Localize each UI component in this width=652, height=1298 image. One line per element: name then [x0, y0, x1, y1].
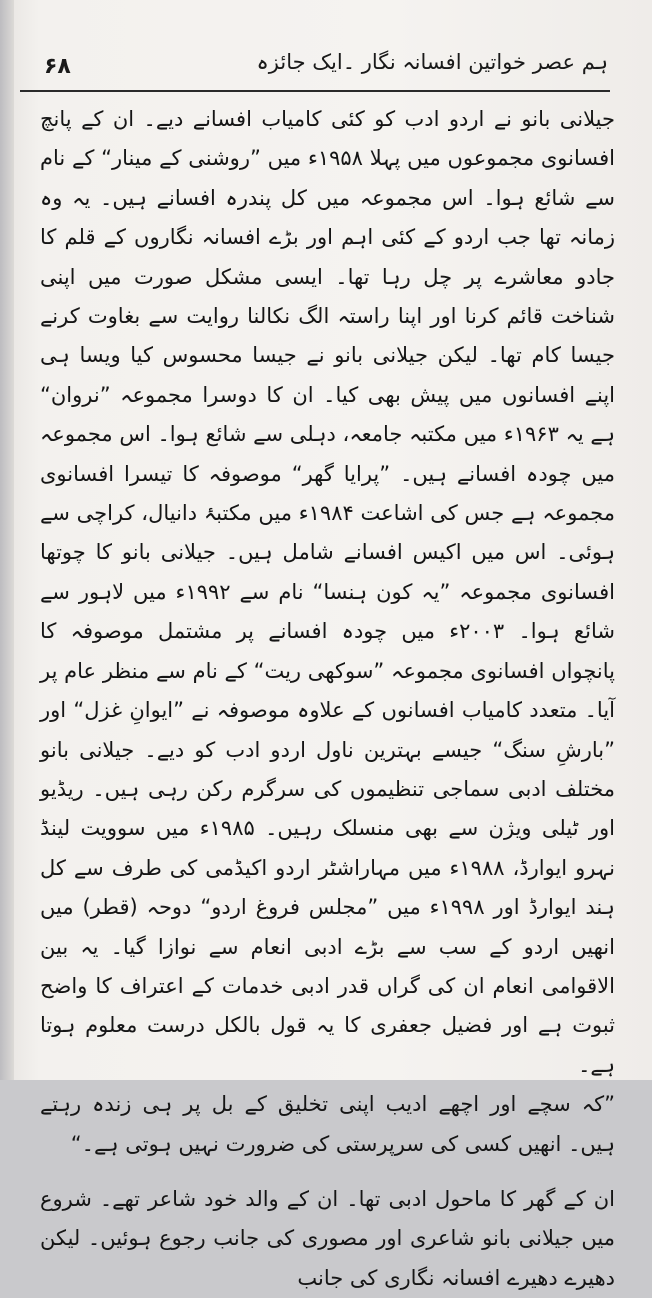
paragraph-gap	[40, 1164, 615, 1180]
body-text	[40, 100, 615, 1298]
header-title: ہم عصر خواتین افسانہ نگار ۔ایک جائزہ	[256, 50, 608, 74]
paragraph-quote: ”کہ سچے اور اچھے ادیب اپنی تخلیق کے بل پر ہی زندہ رہتے ہیں۔ انھیں کسی کی سرپرستی کی ضرورت نہیں ہوتی ہے۔“	[40, 1092, 615, 1156]
paragraph-main: جیلانی بانو نے اردو ادب کو کئی کامیاب افسانے دیے۔ ان کے پانچ افسانوی مجموعوں میں پہلا ۱۹۵۸ء میں ”روشنی کے مینار“ کے نام سے شائع ہوا۔ اس مجموعہ میں کل پندرہ افسانے ہیں۔ یہ وہ زمانہ تھا جب اردو کے کئی اہم اور بڑے افسانہ نگاروں کے قلم کا جادو معاشرے پر چل رہا تھا۔ ایسی مشکل صورت میں اپنی شناخت قائم کرنا اور اپنا راستہ الگ نکالنا روایت سے بغاوت کرنے جیسا کام تھا۔ لیکن جیلانی بانو نے جیسا محسوس کیا ویسا ہی اپنے افسانوں میں پیش بھی کیا۔ ان کا دوسرا مجموعہ ”نروان“ ہے یہ ۱۹۶۳ء میں مکتبہ جامعہ، دہلی سے شائع ہوا۔ اس مجموعہ میں چودہ افسانے ہیں۔ ”پرایا گھر“ موصوفہ کا تیسرا افسانوی مجموعہ ہے جس کی اشاعت ۱۹۸۴ء میں مکتبۂ دانیال، کراچی سے ہوئی۔ اس میں اکیس افسانے شامل ہیں۔ جیلانی بانو کا چوتھا افسانوی مجموعہ ”یہ کون ہنسا“ نام سے ۱۹۹۲ء میں لاہور سے شائع ہوا۔ ۲۰۰۳ء میں چودہ افسانے پر مشتمل موصوفہ کا پانچواں افسانوی مجموعہ ”سوکھی ریت“ کے نام سے منظر عام پر آیا۔ متعدد کامیاب افسانوں کے علاوہ موصوفہ نے ”ایوانِ غزل“ اور ”بارشِ سنگ“ جیسے بہترین ناول اردو ادب کو دیے۔ جیلانی بانو مختلف ادبی سماجی تنظیموں کی سرگرم رکن رہی ہیں۔ ریڈیو اور ٹیلی ویژن سے بھی منسلک رہیں۔ ۱۹۸۵ء میں سوویت لینڈ نہرو ایوارڈ، ۱۹۸۸ء میں مہاراشٹر اردو اکیڈمی کی طرف سے کل ہند ایوارڈ اور ۱۹۹۸ء میں ”مجلس فروغ اردو“ دوحہ (قطر) میں انھیں اردو کے سب سے بڑے ادبی انعام سے نوازا گیا۔ یہ بین الاقوامی انعام ان کی گراں قدر ادبی خدمات کے اعتراف کا واضح ثبوت ہے اور فضیل جعفری کا یہ قول بالکل درست معلوم ہوتا ہے۔	[40, 107, 616, 1077]
header-rule	[20, 90, 610, 92]
paragraph-family: ان کے گھر کا ماحول ادبی تھا۔ ان کے والد خود شاعر تھے۔ شروع میں جیلانی بانو شاعری اور مصوری کی جانب رجوع ہوئیں۔ لیکن دھیرے دھیرے افسانہ نگاری کی جانب	[40, 1186, 615, 1290]
book-spine-shadow	[0, 0, 14, 1080]
page-number: ۶۸	[44, 54, 71, 79]
running-header	[30, 48, 620, 88]
